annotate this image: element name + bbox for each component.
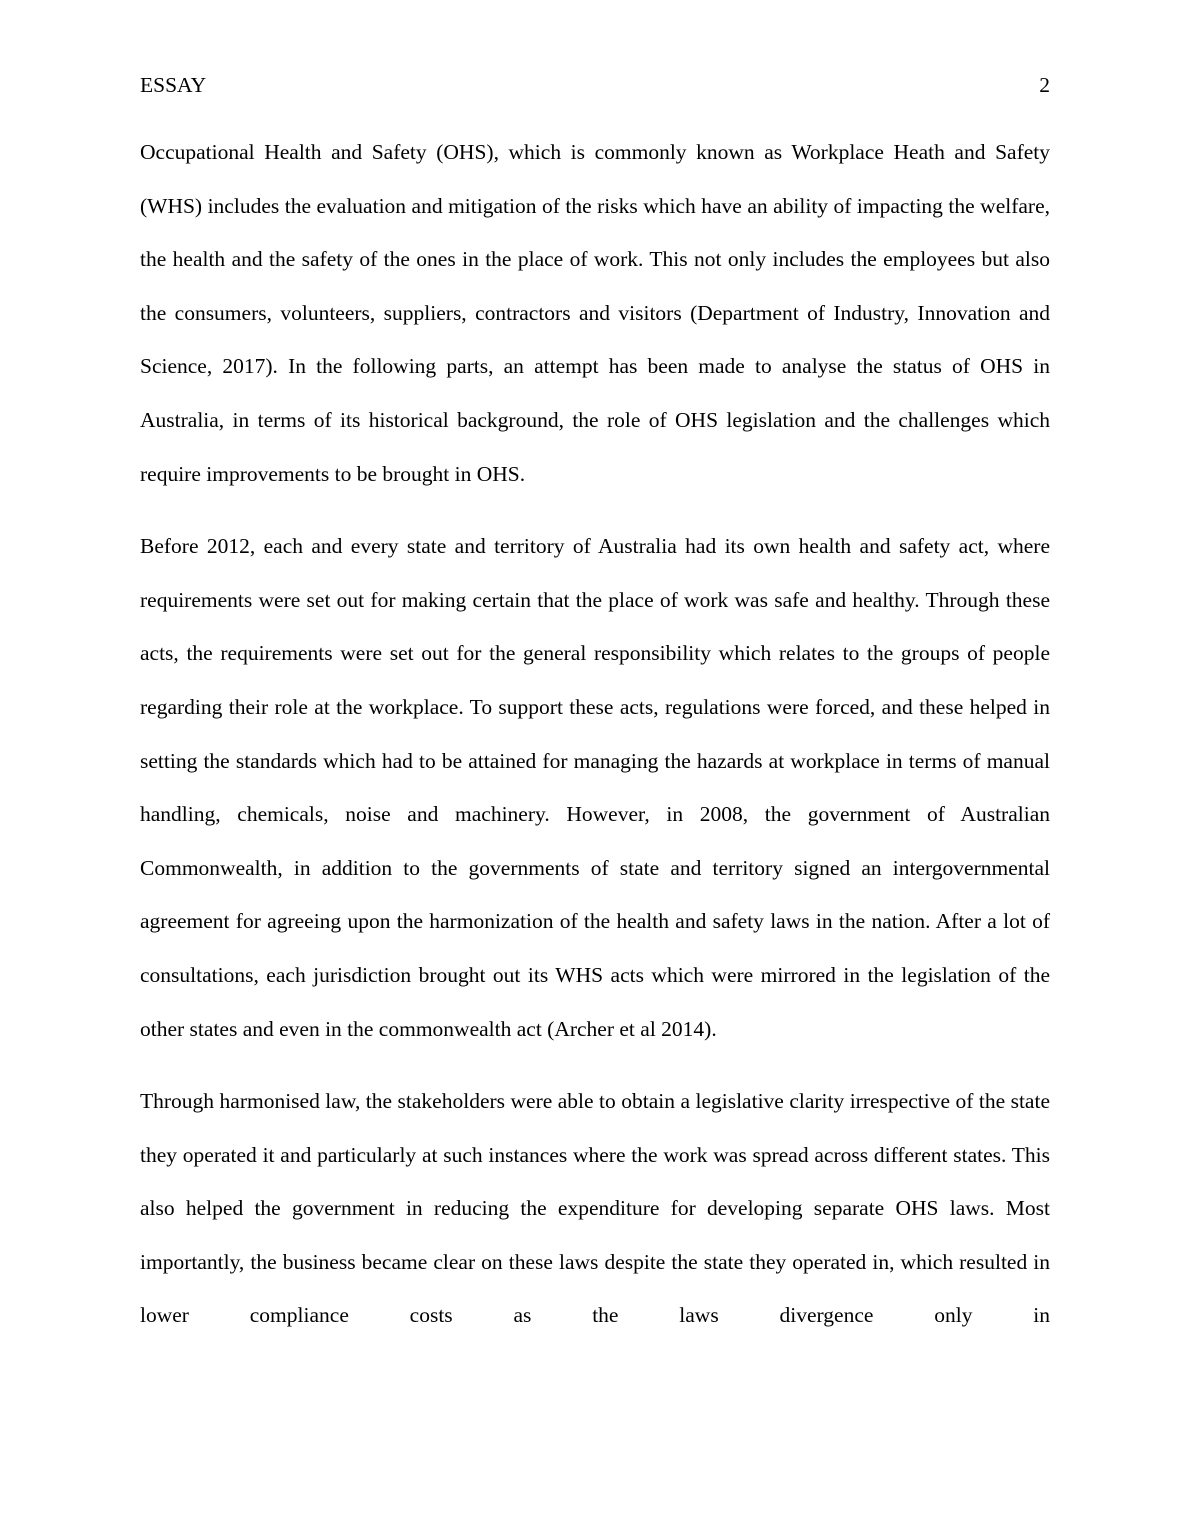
page-header (140, 70, 1050, 100)
running-head: ESSAY (140, 73, 207, 97)
paragraph-intro: Occupational Health and Safety (OHS), which is commonly known as Workplace Heath and Safety (WHS) includes the evaluation and mitigation of the risks which have an ability of impacting the welfare, the health and the safety of the ones in the place of work. This not only includes the employees but also the consumers, volunteers, suppliers, contractors and visitors (Department of Industry, Innovation and Science, 2017). In the following parts, an attempt has been made to analyse the status of OHS in Australia, in terms of its historical background, the role of OHS legislation and the challenges which require improvements to be brought in OHS. (140, 140, 1050, 486)
paragraph-history: Before 2012, each and every state and territory of Australia had its own health and safety act, where requirements were set out for making certain that the place of work was safe and healthy. Through these acts, the requirements were set out for the general responsibility which relates to the groups of people regarding their role at the workplace. To support these acts, regulations were forced, and these helped in setting the standards which had to be attained for managing the hazards at workplace in terms of manual handling, chemicals, noise and machinery. However, in 2008, the government of Australian Commonwealth, in addition to the governments of state and territory signed an intergovernmental agreement for agreeing upon the harmonization of the health and safety laws in the nation. After a lot of consultations, each jurisdiction brought out its WHS acts which were mirrored in the legislation of the other states and even in the commonwealth act (Archer et al 2014). (140, 534, 1050, 1041)
document-body (140, 126, 1050, 1362)
page-number: 2 (1039, 73, 1050, 97)
paragraph-harmonised-law: Through harmonised law, the stakeholders were able to obtain a legislative clarity irrespective of the state they operated it and particularly at such instances where the work was spread across different states. This also helped the government in reducing the expenditure for developing separate OHS laws. Most importantly, the business became clear on these laws despite the state they operated in, which resulted in lower compliance costs as the laws divergence only in (140, 1089, 1050, 1328)
